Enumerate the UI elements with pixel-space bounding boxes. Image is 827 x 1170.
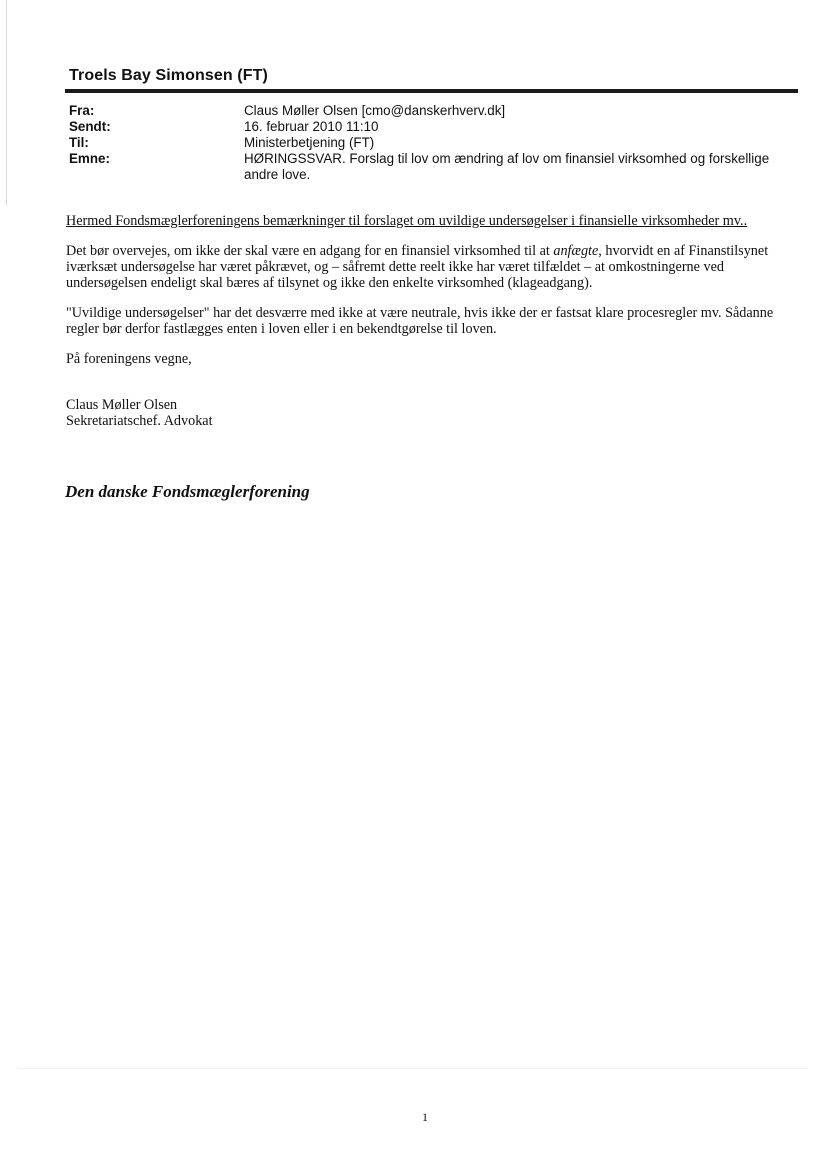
to-label: Til: xyxy=(69,135,89,150)
paragraph-procedure-rules: "Uvildige undersøgelser" har det desværre med ikke at være neutrale, hvis ikke der er fastsat klare procesregler mv. Sådanne regler bør derfor fastlægges enten i loven eller i en bekendtgørelse til loven. xyxy=(66,305,774,337)
intro-paragraph: Hermed Fondsmæglerforeningens bemærkninger til forslaget om uvildige undersøgelser i finansielle virksomheder mv.. xyxy=(66,213,748,229)
paragraph-complaint-access xyxy=(66,243,794,291)
header-divider xyxy=(65,89,798,93)
greeting: På foreningens vegne, xyxy=(66,351,192,367)
from-label: Fra: xyxy=(69,103,95,118)
email-body xyxy=(66,213,794,429)
paragraph-1-text-end: , hvorvidt en af Finanstilsynet iværksæt undersøgelse har været påkrævet, og – såfremt dette reelt ikke har været tilfældet – at omkostningerne ved undersøgelsen endeligt skal bæres af tilsynet og ikke den enkelte virksomhed (klageadgang). xyxy=(66,243,769,291)
meta-row-from xyxy=(69,103,804,119)
footer-divider xyxy=(18,1068,808,1069)
from-value: Claus Møller Olsen [cmo@danskerhverv.dk] xyxy=(244,103,506,118)
signer-title: Sekretariatschef. Advokat xyxy=(66,413,213,429)
page-number: 1 xyxy=(422,1110,428,1124)
sent-label: Sendt: xyxy=(69,119,111,134)
meta-row-sent xyxy=(69,119,804,135)
paragraph-1-text-start: Det bør overvejes, om ikke der skal være en adgang for en finansiel virksomhed til at xyxy=(66,243,554,259)
to-value: Ministerbetjening (FT) xyxy=(244,135,375,150)
subject-value: HØRINGSSVAR. Forslag til lov om ændring af lov om finansiel virksomhed og forskellige andre love. xyxy=(244,151,770,182)
meta-row-to xyxy=(69,135,804,151)
meta-row-subject xyxy=(69,151,804,183)
organization-signature: Den danske Fondsmæglerforening xyxy=(65,482,310,501)
subject-label: Emne: xyxy=(69,151,110,166)
recipient-header-name: Troels Bay Simonsen (FT) xyxy=(69,67,268,84)
scan-edge-line xyxy=(6,0,7,205)
email-metadata xyxy=(69,103,804,183)
signer-name: Claus Møller Olsen xyxy=(66,397,178,413)
sent-value: 16. februar 2010 11:10 xyxy=(244,119,379,134)
paragraph-1-emphasis: anfægte xyxy=(553,243,599,259)
